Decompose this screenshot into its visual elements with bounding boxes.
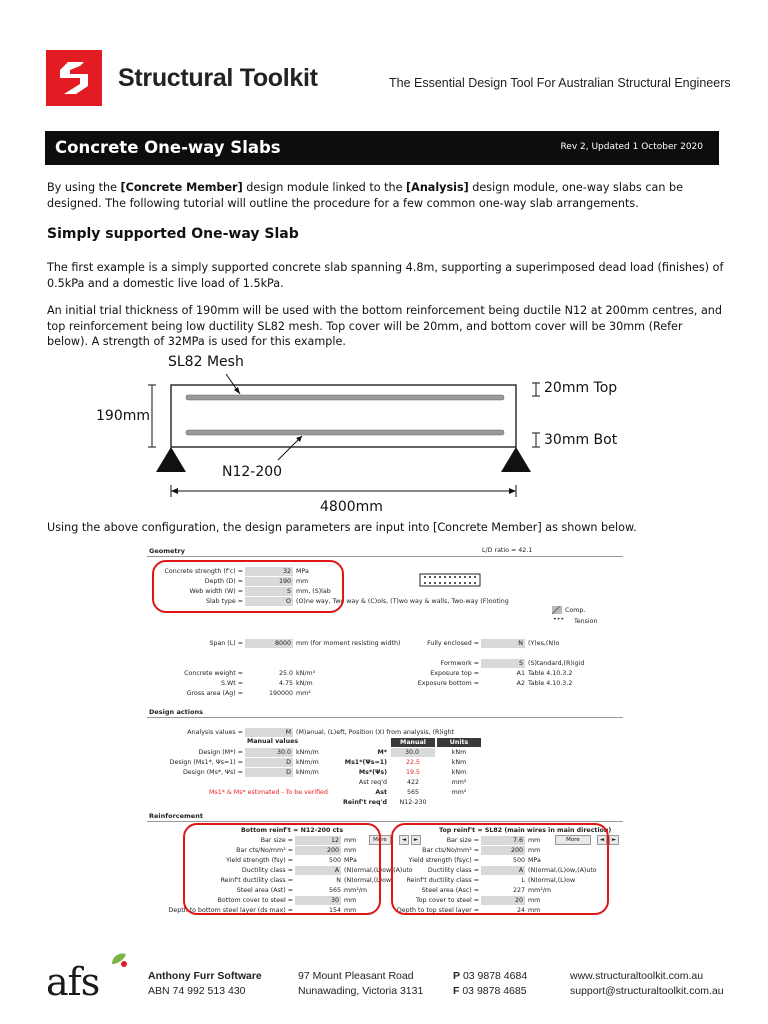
company-abn: ABN 74 992 513 430 xyxy=(148,985,246,997)
ast-req-label: Ast req'd xyxy=(358,779,387,786)
units-header: Units xyxy=(437,738,481,747)
exposure-top-unit: Table 4.10.3.2 xyxy=(528,670,573,677)
exposure-top-value: A1 xyxy=(516,670,525,677)
top-depth-unit: mm xyxy=(528,907,541,914)
top-bar-size-input[interactable]: 7.6 xyxy=(481,836,525,845)
av-label: Analysis values = xyxy=(187,729,243,736)
top-fsy-unit: MPa xyxy=(528,857,541,864)
tagline: The Essential Design Tool For Australian Structural Engineers xyxy=(389,76,731,90)
bot-bar-size-unit: mm xyxy=(344,837,357,844)
bot-fsy-unit: MPa xyxy=(344,857,357,864)
dm-label: Design (M*) = xyxy=(198,749,243,756)
manual-header: Manual xyxy=(391,738,435,747)
web-input[interactable]: S xyxy=(245,587,293,596)
depth-label: Depth (D) = xyxy=(204,578,243,585)
top-steel-unit: mm²/m xyxy=(528,887,552,894)
design-actions-heading: Design actions xyxy=(149,708,203,716)
fc-input[interactable]: 32 xyxy=(245,567,293,576)
top-rduct-unit: (N)ormal,(L)ow xyxy=(528,877,576,884)
address-line-2: Nunawading, Victoria 3131 xyxy=(298,985,424,997)
enclosed-input[interactable]: N xyxy=(481,639,525,648)
phone-number[interactable]: 03 9878 4684 xyxy=(462,970,528,982)
ast-label: Ast xyxy=(375,789,387,796)
bot-depth-label: Depth to bottom steel layer (ds max) = xyxy=(168,907,293,914)
dms-label: Design (Ms*, Ψs) = xyxy=(182,769,243,776)
bot-depth-value: 154 xyxy=(328,907,341,914)
dms1-input[interactable]: D xyxy=(245,758,293,767)
ld-ratio: L/D ratio = 42.1 xyxy=(482,547,533,554)
bot-steel-unit: mm²/m xyxy=(344,887,368,894)
bot-fsy-value: 500 xyxy=(328,857,341,864)
bot-cover-unit: mm xyxy=(344,897,357,904)
reinf-req-label: Reinf't req'd xyxy=(343,799,387,806)
sw-value: 4.75 xyxy=(278,680,293,687)
structural-toolkit-logo xyxy=(46,50,102,106)
geometry-highlight xyxy=(152,560,344,613)
website-link[interactable]: www.structuraltoolkit.com.au xyxy=(570,970,704,982)
bot-next-button[interactable]: ► xyxy=(411,835,421,845)
web-unit: mm, (S)lab xyxy=(296,588,331,595)
top-reinf-highlight xyxy=(391,823,612,915)
comp-legend: Comp. xyxy=(565,607,586,614)
top-duct-label: Ductility class = xyxy=(427,867,479,874)
slab-label: Slab type = xyxy=(206,598,243,605)
top-duct-input[interactable]: A xyxy=(481,866,525,875)
ast-req-unit: mm² xyxy=(451,779,467,786)
ga-unit: mm² xyxy=(296,690,311,697)
top-steel-value: 227 xyxy=(512,887,525,894)
bot-prev-button[interactable]: ◄ xyxy=(399,835,409,845)
slab-input[interactable]: O xyxy=(245,597,293,606)
dm-input[interactable]: 30.0 xyxy=(245,748,293,757)
bot-steel-value: 565 xyxy=(328,887,341,894)
top-mesh-bar xyxy=(186,395,504,400)
section-heading: Simply supported One-way Slab xyxy=(47,226,299,242)
cw-label: Concrete weight = xyxy=(184,670,243,677)
span-unit: mm (for moment resisting width) xyxy=(296,640,401,647)
top-cover-label: 20mm Top xyxy=(544,380,618,396)
trial-paragraph: An initial trial thickness of 190mm will be used with the bottom reinforcement being ductile N12 at 200mm centres, and top reinforcement being low ductility SL82 mesh. Top cover will be 20mm, and bottom cover will be 30mm (Refer below). A strength of 32MPa is used for this example. xyxy=(47,304,722,348)
bot-duct-input[interactable]: A xyxy=(295,866,341,875)
ast-value: 565 xyxy=(406,789,420,796)
sw-unit: kN/m xyxy=(296,680,313,687)
ms1-star-unit: kNm xyxy=(451,759,467,766)
sw-label: S.Wt = xyxy=(221,680,243,687)
dms-unit: kNm/m xyxy=(296,769,319,776)
bot-duct-label: Ductility class = xyxy=(241,867,293,874)
left-support xyxy=(156,447,186,472)
span-label: Span (L) = xyxy=(209,640,243,647)
section-sketch xyxy=(419,573,481,587)
slab-diagram xyxy=(90,350,650,520)
m-star-unit: kNm xyxy=(451,749,467,756)
dm-unit: kNm/m xyxy=(296,749,319,756)
reinf-req-value: N12-230 xyxy=(399,799,427,806)
fax-label: F xyxy=(453,985,460,997)
example-paragraph: The first example is a simply supported concrete slab spanning 4.8m, supporting a superimposed dead load (finishes) of 0.5kPa and a domestic live load of 1.5kPa. xyxy=(47,261,724,290)
top-depth-label: Depth to top steel layer = xyxy=(396,907,479,914)
av-unit: (M)anual, (L)eft, Position (X) from analysis, (R)ight xyxy=(296,729,455,736)
intro-paragraph: By using the [Concrete Member] design module linked to the [Analysis] design module, one-way slabs can be designed. The following tutorial will outline the procedure for a few common one-way slab arrangements. xyxy=(47,181,683,210)
bot-depth-unit: mm xyxy=(344,907,357,914)
bottom-cover-label: 30mm Bot xyxy=(544,432,618,448)
right-support xyxy=(501,447,531,472)
top-duct-unit: (N)ormal,(L)ow,(A)uto xyxy=(528,867,597,874)
page-title: Concrete One-way Slabs xyxy=(55,138,281,157)
top-cover-input[interactable]: 20 xyxy=(481,896,525,905)
top-depth-value: 24 xyxy=(516,907,525,914)
tension-legend: Tension xyxy=(574,618,598,625)
top-mesh-label: SL82 Mesh xyxy=(168,354,244,370)
footer-contact xyxy=(570,969,724,999)
reinforcement-heading: Reinforcement xyxy=(149,812,203,820)
ms1-star-value: 22.5 xyxy=(405,759,421,766)
ga-value: 190000 xyxy=(268,690,293,697)
bot-bar-size-input[interactable]: 12 xyxy=(295,836,341,845)
ms-star-label: Ms*(Ψs) xyxy=(358,769,387,776)
ms-star-unit: kNm xyxy=(451,769,467,776)
revision-label: Rev 2, Updated 1 October 2020 xyxy=(560,142,703,152)
top-cts-label: Bar cts/No/mm² = xyxy=(422,847,479,854)
bot-cover-input[interactable]: 30 xyxy=(295,896,341,905)
bot-cts-input[interactable]: 200 xyxy=(295,846,341,855)
page-header xyxy=(0,0,768,120)
top-next-button[interactable]: ► xyxy=(609,835,619,845)
bot-bar-size-label: Bar size = xyxy=(260,837,293,844)
footer-phone xyxy=(453,969,527,999)
bottom-reinf-title: Bottom reinf't = N12-200 cts xyxy=(241,827,344,834)
title-bar xyxy=(45,131,719,165)
av-input[interactable]: M xyxy=(245,728,293,737)
bot-duct-unit: (N)ormal,(L)ow,(A)uto xyxy=(344,867,413,874)
bot-steel-label: Steel area (Ast) = xyxy=(236,887,293,894)
top-fsy-value: 500 xyxy=(512,857,525,864)
formwork-label: Formwork = xyxy=(440,660,479,667)
footer-address xyxy=(298,969,423,999)
dms1-unit: kNm/m xyxy=(296,759,319,766)
cw-unit: kN/m³ xyxy=(296,670,316,677)
bot-cts-label: Bar cts/No/mm² = xyxy=(236,847,293,854)
top-bar-size-label: Bar size = xyxy=(446,837,479,844)
slab-unit: (O)ne way, Two way & (C)ols, (T)wo way & walls, Two-way (F)ooting xyxy=(296,598,509,605)
bot-cover-label: Bottom cover to steel = xyxy=(217,897,293,904)
ms-star-value: 19.5 xyxy=(405,769,421,776)
geometry-heading: Geometry xyxy=(149,547,185,555)
footer-company xyxy=(148,969,262,999)
dms1-label: Design (Ms1*, Ψs=1) = xyxy=(169,759,243,766)
exposure-bottom-label: Exposure bottom = xyxy=(417,680,479,687)
slab-outline xyxy=(171,385,516,447)
bot-rduct-value: N xyxy=(336,877,341,884)
formwork-unit: (S)tandard,(R)igid xyxy=(528,660,585,667)
tension-dots-icon: ••• xyxy=(553,616,565,623)
exposure-bottom-unit: Table 4.10.3.2 xyxy=(528,680,573,687)
bot-more-button[interactable]: More xyxy=(369,835,391,845)
top-prev-button[interactable]: ◄ xyxy=(597,835,607,845)
dms-input[interactable]: D xyxy=(245,768,293,777)
ast-req-value: 422 xyxy=(406,779,420,786)
bot-rduct-unit: (N)ormal,(L)ow xyxy=(344,877,392,884)
top-cover-label: Top cover to steel = xyxy=(416,897,479,904)
top-reinf-title: Top reinf't = SL82 (main wires in main direction) xyxy=(439,827,612,834)
fax-number: 03 9878 4685 xyxy=(462,985,527,997)
bottom-bar-label: N12-200 xyxy=(222,464,283,480)
m-star-label: M* xyxy=(377,749,387,756)
fc-unit: MPa xyxy=(296,568,309,575)
bottom-reinf-highlight xyxy=(183,823,381,915)
depth-input[interactable]: 190 xyxy=(245,577,293,586)
fc-label: Concrete strength (f'c) = xyxy=(164,568,243,575)
phone-label: P xyxy=(453,970,461,982)
config-paragraph: Using the above configuration, the design parameters are input into [Concrete Member] as shown below. xyxy=(47,521,637,534)
concrete-member-sheet xyxy=(147,545,623,917)
top-rduct-value: L xyxy=(521,877,525,884)
brand-name: Structural Toolkit xyxy=(118,64,318,92)
m-star-input[interactable]: 30.0 xyxy=(391,748,435,757)
afs-leaf-icon xyxy=(108,950,130,968)
bottom-bar xyxy=(186,430,504,435)
email-link[interactable]: support@structuraltoolkit.com.au xyxy=(570,985,724,997)
top-cts-unit: mm xyxy=(528,847,541,854)
span-label: 4800mm xyxy=(320,499,383,515)
top-bar-size-unit: mm xyxy=(528,837,541,844)
manual-values-label: Manual values xyxy=(247,738,299,745)
bot-fsy-label: Yield strength (fsy) = xyxy=(226,857,293,864)
comp-hatch-icon xyxy=(552,606,562,614)
ga-label: Gross area (Ag) = xyxy=(186,690,243,697)
top-steel-label: Steel area (Asc) = xyxy=(421,887,479,894)
top-fsy-label: Yield strength (fsyc) = xyxy=(408,857,479,864)
ms1-star-label: Ms1*(Ψs=1) xyxy=(344,759,387,766)
cw-value: 25.0 xyxy=(278,670,293,677)
bot-rduct-label: Reinf't ductility class = xyxy=(220,877,293,884)
top-rduct-label: Reinf't ductility class = xyxy=(406,877,479,884)
top-cover-unit: mm xyxy=(528,897,541,904)
bot-cts-unit: mm xyxy=(344,847,357,854)
formwork-input[interactable]: S xyxy=(481,659,525,668)
address-line-1: 97 Mount Pleasant Road xyxy=(298,970,414,982)
ast-unit: mm² xyxy=(451,789,467,796)
exposure-top-label: Exposure top = xyxy=(430,670,479,677)
estimate-warning: Ms1* & Ms* estimated - To be verified xyxy=(209,789,328,796)
exposure-bottom-value: A2 xyxy=(516,680,525,687)
depth-unit: mm xyxy=(296,578,309,585)
top-cts-input[interactable]: 200 xyxy=(481,846,525,855)
web-label: Web width (W) = xyxy=(189,588,243,595)
enclosed-label: Fully enclosed = xyxy=(427,640,479,647)
top-more-button[interactable]: More xyxy=(555,835,591,845)
depth-label: 190mm xyxy=(96,408,150,424)
company-name: Anthony Furr Software xyxy=(148,970,262,982)
span-input[interactable]: 8000 xyxy=(245,639,293,648)
afs-logo: afs xyxy=(46,960,100,1004)
enclosed-unit: (Y)es,(N)o xyxy=(528,640,560,647)
